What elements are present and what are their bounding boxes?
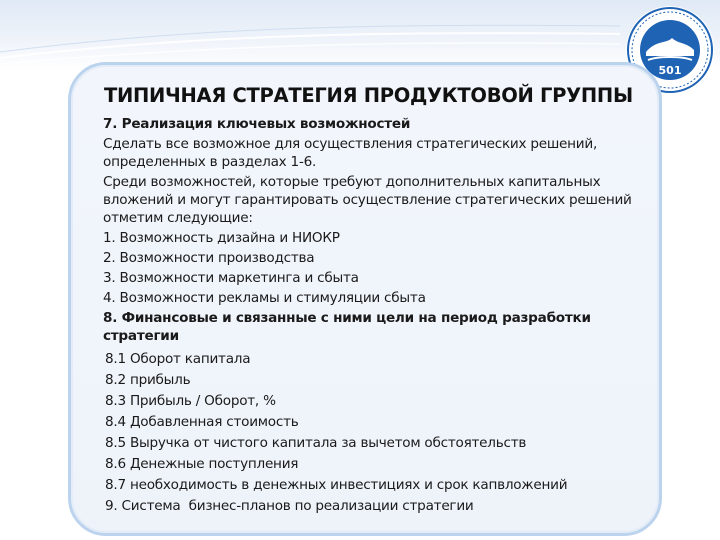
- section-7-item: 2. Возможности производства: [103, 250, 315, 266]
- section-9-line: 9. Система бизнес-планов по реализации стратегии: [105, 498, 474, 514]
- section-8-heading: 8. Финансовые и связанные с ними цели на период разработки стратегии: [103, 310, 591, 344]
- section-8-item: 8.3 Прибыль / Оборот, %: [105, 393, 276, 409]
- header-band: [0, 0, 720, 70]
- section-7-paragraph-2: Среди возможностей, которые требуют дополнительных капитальных вложений и могут гарантировать осуществление стратегических решений отметим следующие:: [103, 174, 632, 226]
- section-8-item: 8.4 Добавленная стоимость: [105, 414, 299, 430]
- decorative-waves: [0, 0, 720, 70]
- section-7-item: 1. Возможность дизайна и НИОКР: [103, 230, 340, 246]
- page-title: ТИПИЧНАЯ СТРАТЕГИЯ ПРОДУКТОВОЙ ГРУППЫ: [104, 84, 633, 107]
- section-7-item: 4. Возможности рекламы и стимуляции сбыта: [103, 290, 426, 306]
- section-8-item: 8.1 Оборот капитала: [105, 351, 251, 367]
- section-8-item: 8.2 прибыль: [105, 372, 191, 388]
- section-7-paragraph-1: Сделать все возможное для осуществления стратегических решений, определенных в разделах 1-6.: [103, 136, 598, 170]
- section-8-item: 8.7 необходимость в денежных инвестициях и срок капвложений: [105, 477, 568, 493]
- slide-body: [103, 115, 663, 518]
- seal-number: 501: [658, 64, 682, 77]
- section-7-item: 3. Возможности маркетинга и сбыта: [103, 270, 359, 286]
- section-7-heading: 7. Реализация ключевых возможностей: [103, 116, 411, 132]
- section-8-item: 8.5 Выручка от чистого капитала за вычетом обстоятельств: [105, 435, 527, 451]
- section-8-item: 8.6 Денежные поступления: [105, 456, 299, 472]
